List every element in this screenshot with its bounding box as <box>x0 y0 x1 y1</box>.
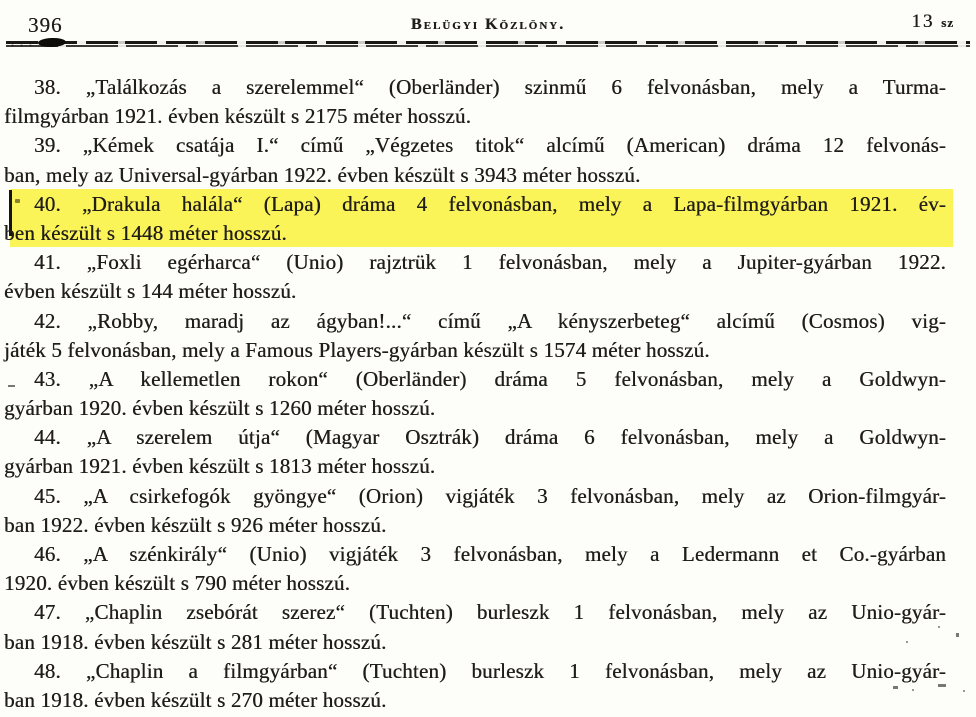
entry-41-line-1: 41. „Foxli egérharca“ (Unio) rajztrük 1 felvonásban, mely a Jupiter-gyárban 1922. <box>34 250 946 275</box>
entry-40-line-1: 40. „Drakula halála“ (Lapa) dráma 4 felvonásban, mely a Lapa-filmgyárban 1921. év- <box>34 191 946 216</box>
entry-38-line-1: 38. „Találkozás a szerelemmel“ (Oberländer) szinmű 6 felvonásban, mely a Turma- <box>34 75 946 99</box>
entry-44-line-1: 44. „A szerelem útja“ (Magyar Osztrák) dráma 6 felvonásban, mely a Goldwyn- <box>34 425 946 450</box>
entry-45-line-1: 45. „A csirkefogók gyöngye“ (Orion) vigjáték 3 felvonásban, mely az Orion-filmgyár- <box>34 483 946 508</box>
entry-47-line-2: ban 1918. évben készült s 281 méter hosszú. <box>4 629 387 654</box>
entry-48-line-1: 48. „Chaplin a filmgyárban“ (Tuchten) burleszk 1 felvonásban, mely az Unio-gyár- <box>34 658 946 683</box>
entry-46-line-1: 46. „A szénkirály“ (Unio) vigjáték 3 felvonásban, mely a Ledermann et Co.-gyárban <box>34 542 946 566</box>
entry-39-line-2: ban, mely az Universal-gyárban 1922. évben készült s 3943 méter hosszú. <box>4 162 641 187</box>
entry-43-line-1: 43. „A kellemetlen rokon“ (Oberländer) dráma 5 felvonásban, mely a Goldwyn- <box>34 366 946 391</box>
entry-41-line-2: évben készült s 144 méter hosszú. <box>4 279 297 304</box>
entry-40-line-2: ben készült s 1448 méter hosszú. <box>4 220 287 245</box>
journal-title: Belügyi Közlöny. <box>410 16 566 33</box>
issue-number <box>911 11 954 33</box>
entry-38-line-2: filmgyárban 1921. évben készült s 2175 méter hosszú. <box>4 104 472 129</box>
film-list <box>0 73 976 715</box>
entry-39-line-1: 39. „Kémek csatája I.“ című „Végzetes titok“ alcímű (American) dráma 12 felvonás- <box>34 133 946 158</box>
entry-48-line-2: ban 1918. évben készült s 270 méter hosszú. <box>4 687 387 712</box>
header-rule-dots <box>8 44 34 47</box>
header-rule <box>6 40 970 49</box>
entry-42-line-2: játék 5 felvonásban, mely a Famous Players-gyárban készült s 1574 méter hosszú. <box>4 337 710 362</box>
entry-46-line-2: 1920. évben készült s 790 méter hosszú. <box>4 571 351 596</box>
entry-42-line-1: 42. „Robby, maradj az ágyban!...“ című „A kényszerbeteg“ alcímű (Cosmos) vig- <box>34 308 946 333</box>
issue-number-value: 13 <box>911 11 935 32</box>
entry-44-line-2: gyárban 1921. évben készült s 1813 méter hosszú. <box>4 454 436 479</box>
issue-label: sz <box>941 15 954 30</box>
entry-45-line-2: ban 1922. évben készült s 926 méter hosszú. <box>4 512 387 537</box>
entry-47-line-1: 47. „Chaplin zsebórát szerez“ (Tuchten) burleszk 1 felvonásban, mely az Unio-gyár- <box>34 600 946 625</box>
page-number: 396 <box>28 13 63 37</box>
entry-43-line-2: gyárban 1920. évben készült s 1260 méter hosszú. <box>4 396 436 421</box>
